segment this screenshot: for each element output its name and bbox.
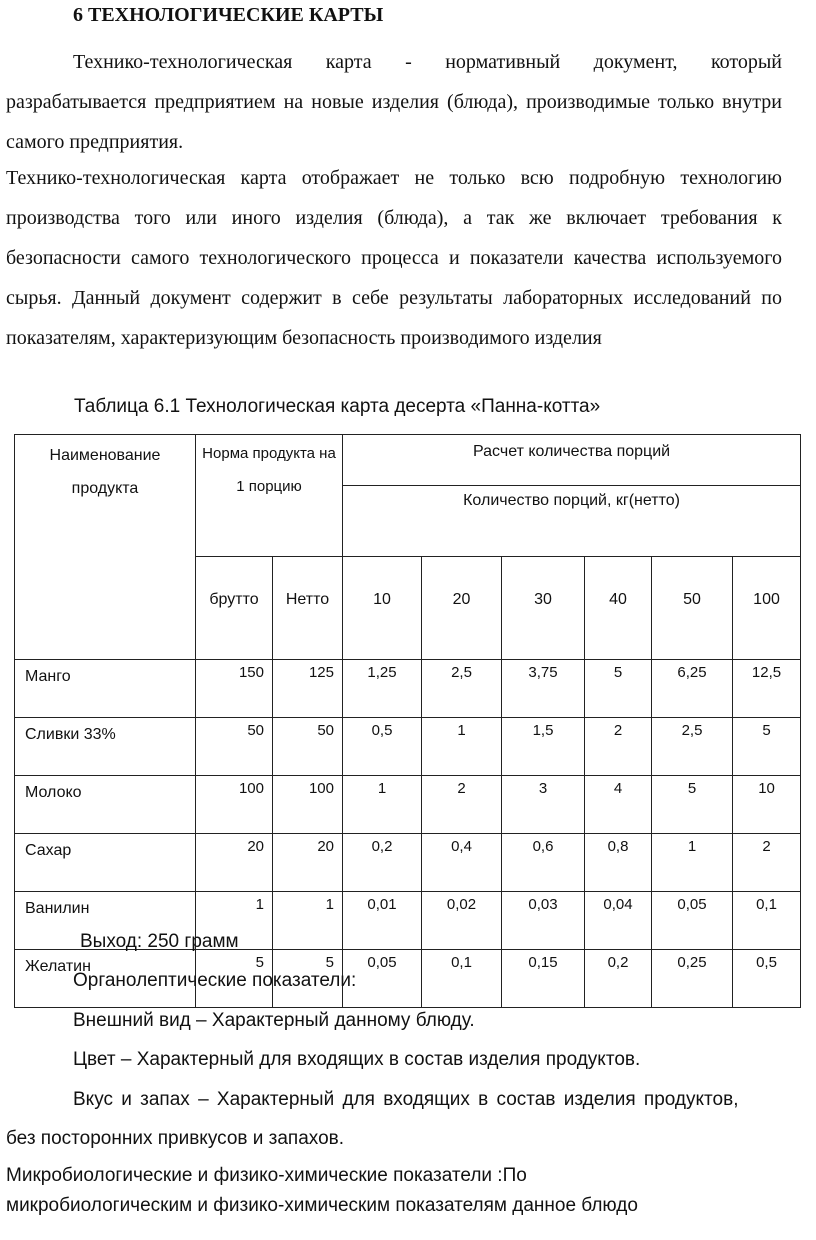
header-portion: 50 [652,557,733,660]
portion-value-cell: 1 [652,834,733,892]
product-name-cell: Манго [15,660,196,718]
paragraph-definition: Технико-технологическая карта - нормативный документ, который разрабатывается предприятием на новые изделия (блюда), производимые только внутри самого предприятия. [6,51,782,153]
color-text: Цвет – Характерный для входящих в состав изделия продуктов. [73,1049,641,1070]
portion-value-cell: 0,2 [585,950,652,1008]
brutto-cell: 20 [196,834,273,892]
portion-value-cell: 0,6 [502,834,585,892]
header-portion: 20 [422,557,502,660]
product-name-cell: Сахар [15,834,196,892]
portion-value-cell: 0,03 [502,892,585,950]
organoleptic-title: Органолептические показатели: [73,970,357,991]
netto-cell: 5 [273,950,343,1008]
portion-value-cell: 1 [343,776,422,834]
micro-text-line1: Микробиологические и физико-химические показатели :По [6,1165,527,1186]
table-header-row [15,435,801,486]
tech-card-table [14,434,801,1008]
portion-value-cell: 0,04 [585,892,652,950]
taste-text-line2: без посторонних привкусов и запахов. [6,1128,345,1149]
portion-value-cell: 3,75 [502,660,585,718]
portion-value-cell: 3 [502,776,585,834]
portion-value-cell: 2 [422,776,502,834]
portion-value-cell: 0,5 [733,950,801,1008]
table-row [15,660,801,718]
netto-cell: 20 [273,834,343,892]
brutto-cell: 50 [196,718,273,776]
portion-value-cell: 2,5 [652,718,733,776]
brutto-cell: 150 [196,660,273,718]
portion-value-cell: 0,8 [585,834,652,892]
header-portion: 40 [585,557,652,660]
table-row [15,718,801,776]
header-portion: 10 [343,557,422,660]
header-norm: Норма продукта на 1 порцию [196,435,343,557]
portion-value-cell: 1,5 [502,718,585,776]
portion-value-cell: 0,05 [652,892,733,950]
portion-value-cell: 12,5 [733,660,801,718]
netto-cell: 125 [273,660,343,718]
portion-value-cell: 5 [652,776,733,834]
product-name-cell: Желатин [15,950,196,1008]
portion-value-cell: 1 [422,718,502,776]
paragraph-description: Технико-технологическая карта отображает не только всю подробную технологию производства того или иного изделия (блюда), а так же включает требования к безопасности самого технологического процесса и показатели качества используемого сырья. Данный документ содержит в себе результаты лабораторных исследований по показателям, характеризующим безопасность производимого изделия [6,167,782,349]
portion-value-cell: 0,2 [343,834,422,892]
taste-text-line1: Вкус и запах – Характерный для входящих в состав изделия продуктов, [73,1089,739,1110]
header-portion: 100 [733,557,801,660]
table-caption: Таблица 6.1 Технологическая карта десерта «Панна-котта» [74,396,601,417]
appearance-text: Внешний вид – Характерный данному блюду. [73,1010,475,1031]
portion-value-cell: 5 [585,660,652,718]
header-netto: Нетто [273,557,343,660]
portion-value-cell: 0,1 [422,950,502,1008]
portion-value-cell: 0,05 [343,950,422,1008]
micro-text-line2: микробиологическим и физико-химическим показателям данное блюдо [6,1195,638,1216]
portion-value-cell: 0,01 [343,892,422,950]
product-name-cell: Сливки 33% [15,718,196,776]
netto-cell: 100 [273,776,343,834]
brutto-cell: 5 [196,950,273,1008]
portion-value-cell: 0,02 [422,892,502,950]
header-calc: Расчет количества порций [343,435,801,486]
brutto-cell: 100 [196,776,273,834]
portion-value-cell: 0,4 [422,834,502,892]
portion-value-cell: 1,25 [343,660,422,718]
portion-value-cell: 2 [733,834,801,892]
portion-value-cell: 0,5 [343,718,422,776]
portion-value-cell: 2,5 [422,660,502,718]
portion-value-cell: 2 [585,718,652,776]
section-heading: 6 ТЕХНОЛОГИЧЕСКИЕ КАРТЫ [73,4,384,26]
portion-value-cell: 0,25 [652,950,733,1008]
portion-value-cell: 4 [585,776,652,834]
header-brutto: брутто [196,557,273,660]
portion-value-cell: 0,1 [733,892,801,950]
portion-value-cell: 6,25 [652,660,733,718]
brutto-cell: 1 [196,892,273,950]
table-row [15,776,801,834]
netto-cell: 50 [273,718,343,776]
header-name: Наименование продукта [15,435,196,660]
netto-cell: 1 [273,892,343,950]
header-qty: Количество порций, кг(нетто) [343,486,801,557]
portion-value-cell: 0,15 [502,950,585,1008]
product-name-cell: Молоко [15,776,196,834]
product-name-cell: Ванилин [15,892,196,950]
yield-text: Выход: 250 грамм [80,931,239,952]
portion-value-cell: 5 [733,718,801,776]
header-portion: 30 [502,557,585,660]
table-row [15,834,801,892]
portion-value-cell: 10 [733,776,801,834]
